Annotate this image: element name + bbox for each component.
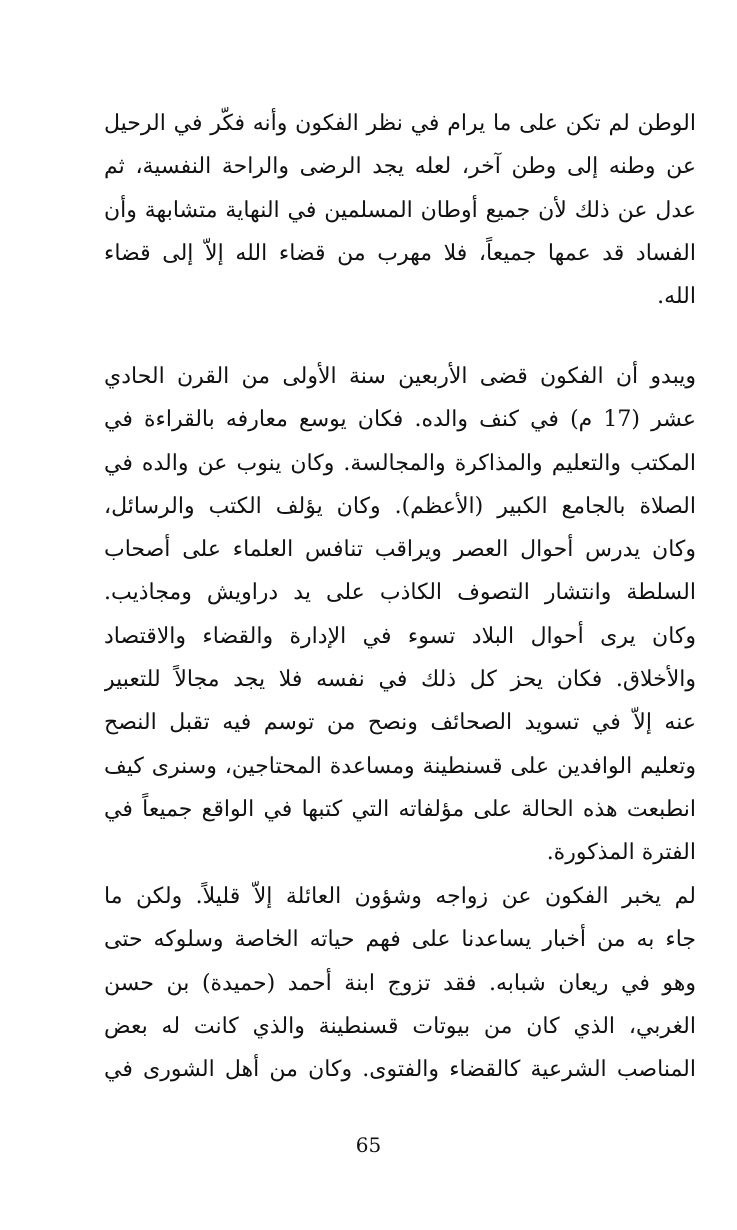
text-line: المناصب الشرعية كالقضاء والفتوى. وكان من أهل الشورى في — [104, 1057, 696, 1083]
text-line: جاء به من أخبار يساعدنا على فهم حياته الخاصة وسلوكه حتى — [104, 927, 696, 953]
paragraph-1 — [104, 102, 696, 318]
text-line: عدل عن ذلك لأن جميع أوطان المسلمين في النهاية متشابهة وأن — [104, 197, 696, 223]
text-line: عن وطنه إلى وطن آخر، لعله يجد الرضى والراحة النفسية، ثم — [104, 154, 696, 180]
paragraph-3 — [104, 875, 696, 1091]
text-line: وكان يرى أحوال البلاد تسوء في الإدارة والقضاء والاقتصاد — [104, 623, 696, 649]
text-line: انطبعت هذه الحالة على مؤلفاته التي كتبها في الواقع جميعاً في — [104, 796, 696, 822]
text-line: عنه إلاّ في تسويد الصحائف ونصح من توسم فيه تقبل النصح — [104, 710, 696, 736]
text-line: وكان يدرس أحوال العصر ويراقب تنافس العلماء على أصحاب — [104, 537, 696, 563]
text-line: الفترة المذكورة. — [546, 840, 696, 866]
page-number: 65 — [355, 1133, 382, 1157]
text-line: السلطة وانتشار التصوف الكاذب على يد دراويش ومجاذيب. — [104, 580, 696, 606]
text-line: ويبدو أن الفكون قضى الأربعين سنة الأولى من القرن الحادي — [104, 364, 696, 389]
text-line: عشر (17 م) في كنف والده. فكان يوسع معارفه بالقراءة في — [104, 407, 696, 433]
text-line: الوطن لم تكن على ما يرام في نظر الفكون وأنه فكّر في الرحيل — [104, 111, 696, 136]
text-line: الله. — [657, 284, 696, 310]
paragraph-2 — [104, 355, 696, 875]
text-line: الغربي، الذي كان من بيوتات قسنطينة والذي كانت له بعض — [104, 1013, 696, 1039]
text-line: وتعليم الوافدين على قسنطينة ومساعدة المحتاجين، وسنرى كيف — [104, 753, 696, 779]
text-line: وهو في ريعان شبابه. فقد تزوج ابنة أحمد (حميدة) بن حسن — [104, 970, 696, 996]
text-line: الفساد قد عمها جميعاً، فلا مهرب من قضاء الله إلاّ إلى قضاء — [104, 240, 696, 266]
text-line: الصلاة بالجامع الكبير (الأعظم). وكان يؤلف الكتب والرسائل، — [104, 493, 696, 519]
text-line: والأخلاق. فكان يحز كل ذلك في نفسه فلا يجد مجالاً للتعبير — [104, 667, 696, 693]
text-line: المكتب والتعليم والمذاكرة والمجالسة. وكان ينوب عن والده في — [104, 450, 696, 476]
text-line: لم يخبر الفكون عن زواجه وشؤون العائلة إلاّ قليلاً. ولكن ما — [104, 884, 696, 909]
